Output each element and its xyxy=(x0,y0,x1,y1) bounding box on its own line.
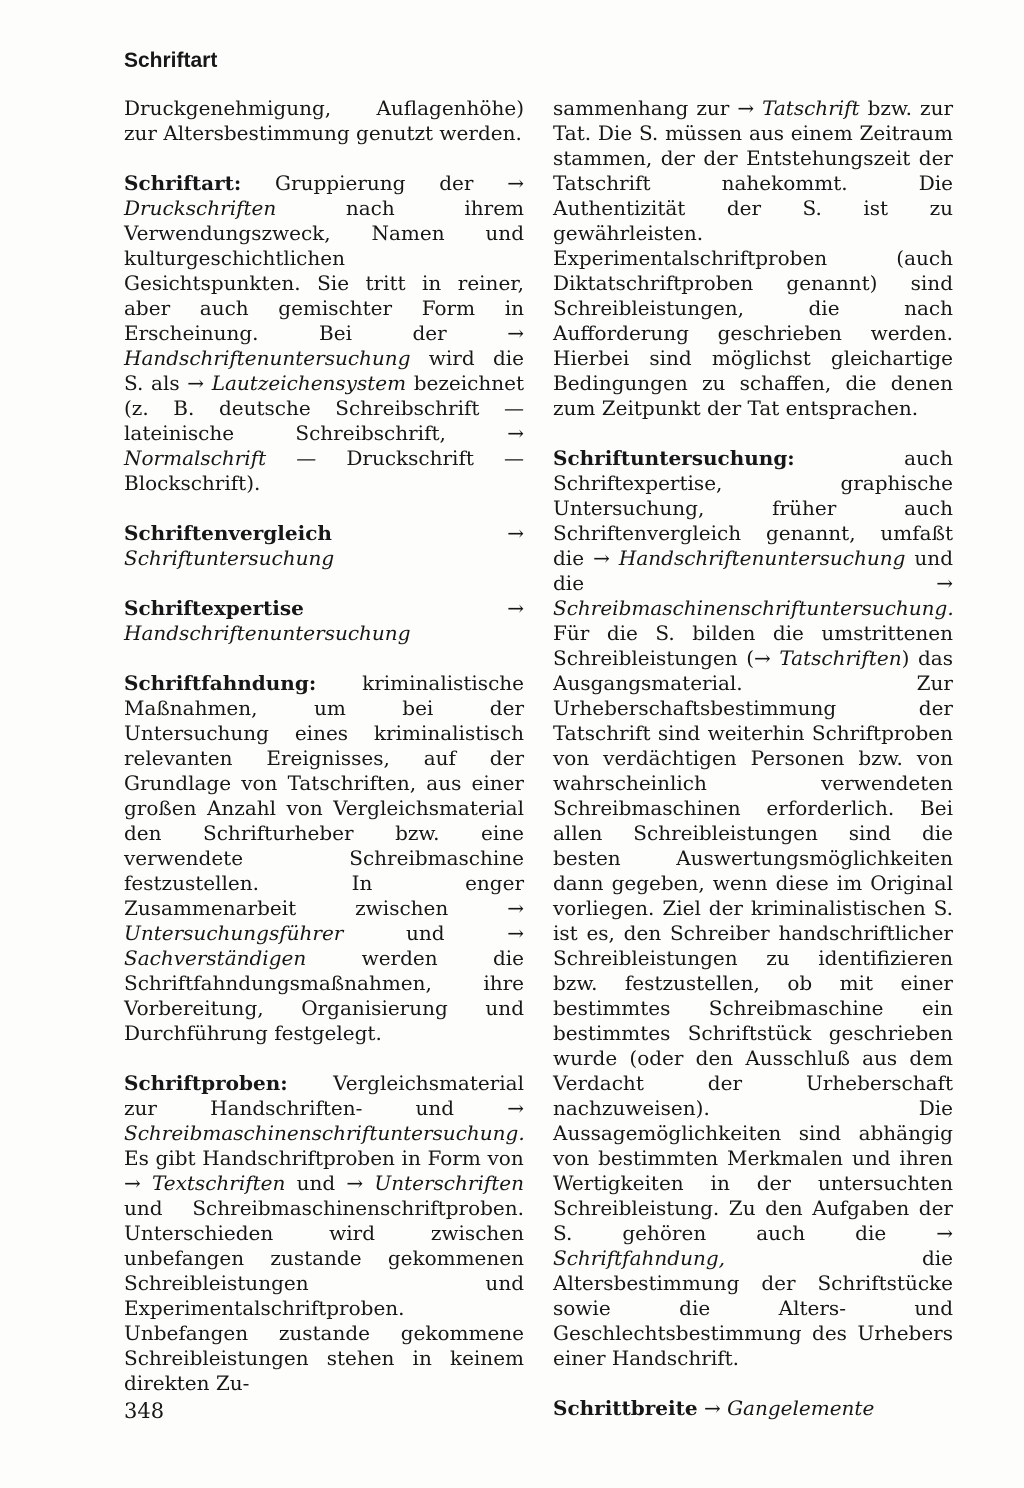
experimental-paragraph xyxy=(553,246,953,421)
cross-reference-link[interactable]: Handschriftenuntersuchung xyxy=(124,346,411,370)
cross-reference-link[interactable]: Druckschriften xyxy=(124,196,277,220)
entry-text: kriminalistische Maßnahmen, um bei der Untersuchung eines kriminalistisch relevanten Ereignisses, auf der Grundlage von Tatschriften, aus einer großen Anzahl von Vergleichsmaterial den Schrifturheber bzw. eine verwendete Schreibmaschine festzustellen. In enger Zusammenarbeit zwischen xyxy=(124,671,524,920)
entry-text: werden die Schriftfahndungsmaßnahmen, ihre Vorbereitung, Organisierung und Durchführung festgelegt. xyxy=(124,946,524,1045)
entry-text: bezeichnet (z. B. deutsche Schreibschrift — lateinische Schreibschrift, xyxy=(124,371,524,445)
entry-text: Es gibt Handschriftproben in Form von xyxy=(124,1146,524,1170)
space xyxy=(204,371,212,395)
entry-text: die Altersbestimmung der Schriftstücke sowie die Alters- und Geschlechtsbestimmung des Urhebers einer Handschrift. xyxy=(553,1246,953,1370)
entry-text: Für die S. bilden die umstrittenen Schreibleistungen ( xyxy=(553,621,953,670)
entry-schriftproben xyxy=(124,1071,524,1396)
arrow-icon: → xyxy=(507,921,524,945)
cross-reference-link[interactable]: Schreibmaschinenschriftuntersuchung. xyxy=(553,596,954,620)
entry-text: und die xyxy=(553,546,953,595)
paragraph-text: Experimentalschriftproben (auch Diktatschriftproben genannt) sind Schreibleistungen, die nach Aufforderung geschrieben werden. Hierbei sind möglichst gleichartige Bedingungen zu schaffen, die denen zum Zeitpunkt der Tat entsprachen. xyxy=(553,246,953,420)
entry-text: und xyxy=(343,921,508,945)
cross-reference-link[interactable]: Sachverständigen xyxy=(124,946,307,970)
schriftuntersuchung-body xyxy=(553,621,953,1371)
cross-reference-link[interactable]: Lautzeichensystem xyxy=(211,371,407,395)
entry-schriftart xyxy=(124,171,524,496)
space xyxy=(141,1171,152,1195)
arrow-icon: → xyxy=(507,1096,524,1120)
entry-text: wird die S. als xyxy=(124,346,524,395)
entry-term: Schriftuntersuchung: xyxy=(553,446,795,470)
entry-term: Schriftexpertise xyxy=(124,596,304,620)
entry-text: und xyxy=(285,1171,347,1195)
running-head: Schriftart xyxy=(124,49,218,72)
arrow-icon: → xyxy=(507,171,524,195)
cross-reference-link[interactable]: Textschriften xyxy=(151,1171,286,1195)
page-number: 348 xyxy=(124,1399,165,1423)
arrow-icon: → xyxy=(936,1221,953,1245)
left-column xyxy=(124,96,524,1396)
arrow-icon: → xyxy=(187,371,205,395)
cross-reference-link[interactable]: Unterschriften xyxy=(374,1171,525,1195)
cross-reference-link[interactable]: Schreibmaschinenschriftuntersuchung. xyxy=(124,1121,525,1145)
space xyxy=(610,546,619,570)
entry-term: Schriftenvergleich xyxy=(124,521,332,545)
entry-text: auch Schriftexpertise, graphische Untersuchung, früher auch Schriftenvergleich genannt, umfaßt die xyxy=(553,446,953,570)
entry-text: ) das Ausgangsmaterial. Zur Urheberschaftsbestimmung der Tatschrift sind weiterhin Schriftproben von verdächtigen Personen bzw. von wahrscheinlich verwendeten Schreibmaschinen erforderlich. Bei allen Schreibleistungen sind die besten Auswertungsmöglichkeiten dann gegeben, wenn diese im Original vorliegen. Ziel der kriminalistischen S. ist es, den Schreiber handschriftlicher Schreibleistungen zu identifizieren bzw. festzustellen, ob mit einer bestimmtes Schreibmaschine ein bestimmtes Schriftstück geschrieben wurde (oder den Ausschluß aus dem Verdacht der Urheberschaft nachzuweisen). Die Aussagemöglichkeiten sind abhängig von bestimmten Merkmalen und ihren Wertigkeiten in der untersuchten Schreibleistung. Zu den Aufgaben der S. gehören auch die xyxy=(553,646,953,1245)
arrow-icon: → xyxy=(507,596,524,620)
cross-reference-link[interactable]: Normalschrift xyxy=(124,446,267,470)
cross-reference-link[interactable]: Handschriftenuntersuchung xyxy=(618,546,906,570)
cross-reference-link[interactable]: Handschriftenuntersuchung xyxy=(124,621,411,645)
cross-reference-link[interactable]: Tatschrift xyxy=(762,96,860,120)
space xyxy=(363,1171,374,1195)
arrow-icon: → xyxy=(593,546,610,570)
continuation-paragraph xyxy=(124,96,524,146)
entry-text: und Schreibmaschinenschriftproben. Unterschieden wird zwischen unbefangen zustande gekommenen Schreibleistungen und Experimentalschriftproben. Unbefangen zustande gekommene Schreibleistungen stehen in keinem direkten Zu- xyxy=(124,1196,524,1395)
space xyxy=(332,521,507,545)
continuation-paragraph xyxy=(553,96,953,246)
entry-text: Gruppierung der xyxy=(241,171,508,195)
entry-schriftenvergleich xyxy=(124,521,524,571)
entry-text: sammenhang zur xyxy=(553,96,738,120)
entry-term: Schriftart: xyxy=(124,171,242,195)
entry-schriftfahndung xyxy=(124,671,524,1046)
arrow-icon: → xyxy=(507,421,524,445)
cross-reference-link[interactable]: Schriftfahndung, xyxy=(553,1246,725,1270)
arrow-icon: → xyxy=(936,571,953,595)
space xyxy=(304,596,507,620)
cross-reference-link[interactable]: Tatschriften xyxy=(779,646,902,670)
entry-term: Schriftproben: xyxy=(124,1071,288,1095)
arrow-icon: → xyxy=(507,321,524,345)
cross-reference-link[interactable]: Schriftuntersuchung xyxy=(124,546,335,570)
arrow-icon: → xyxy=(507,521,524,545)
entry-schriftuntersuchung xyxy=(553,446,953,621)
entry-term: Schrittbreite xyxy=(553,1396,698,1420)
entry-text: bzw. zur Tat. Die S. müssen aus einem Zeitraum stammen, der der Entstehungszeit der Tatschrift nahekommt. Die Authentizität der S. ist zu gewährleisten. xyxy=(553,96,954,245)
arrow-icon: → xyxy=(703,1396,721,1420)
arrow-icon: → xyxy=(346,1171,364,1195)
cross-reference-link[interactable]: Gangelemente xyxy=(727,1396,875,1420)
entry-term: Schriftfahndung: xyxy=(124,671,317,695)
arrow-icon: → xyxy=(737,96,755,120)
entry-text: Vergleichsmaterial zur Handschriften- und xyxy=(124,1071,524,1120)
arrow-icon: → xyxy=(124,1171,141,1195)
entry-schriftexpertise xyxy=(124,596,524,646)
space xyxy=(754,96,762,120)
entry-text: — Druckschrift — Blockschrift). xyxy=(124,446,524,495)
entry-schrittbreite xyxy=(553,1396,953,1421)
paragraph-text: Druckgenehmigung, Auflagenhöhe) zur Altersbestimmung genutzt werden. xyxy=(124,96,524,145)
entry-text: nach ihrem Verwendungszweck, Namen und kulturgeschichtlichen Gesichtspunkten. Sie tritt in reiner, aber auch gemischter Form in Erscheinung. Bei der xyxy=(124,196,524,345)
cross-reference-link[interactable]: Untersuchungsführer xyxy=(124,921,344,945)
arrow-icon: → xyxy=(507,896,524,920)
right-column xyxy=(553,96,953,1421)
arrow-icon: → xyxy=(754,646,771,670)
